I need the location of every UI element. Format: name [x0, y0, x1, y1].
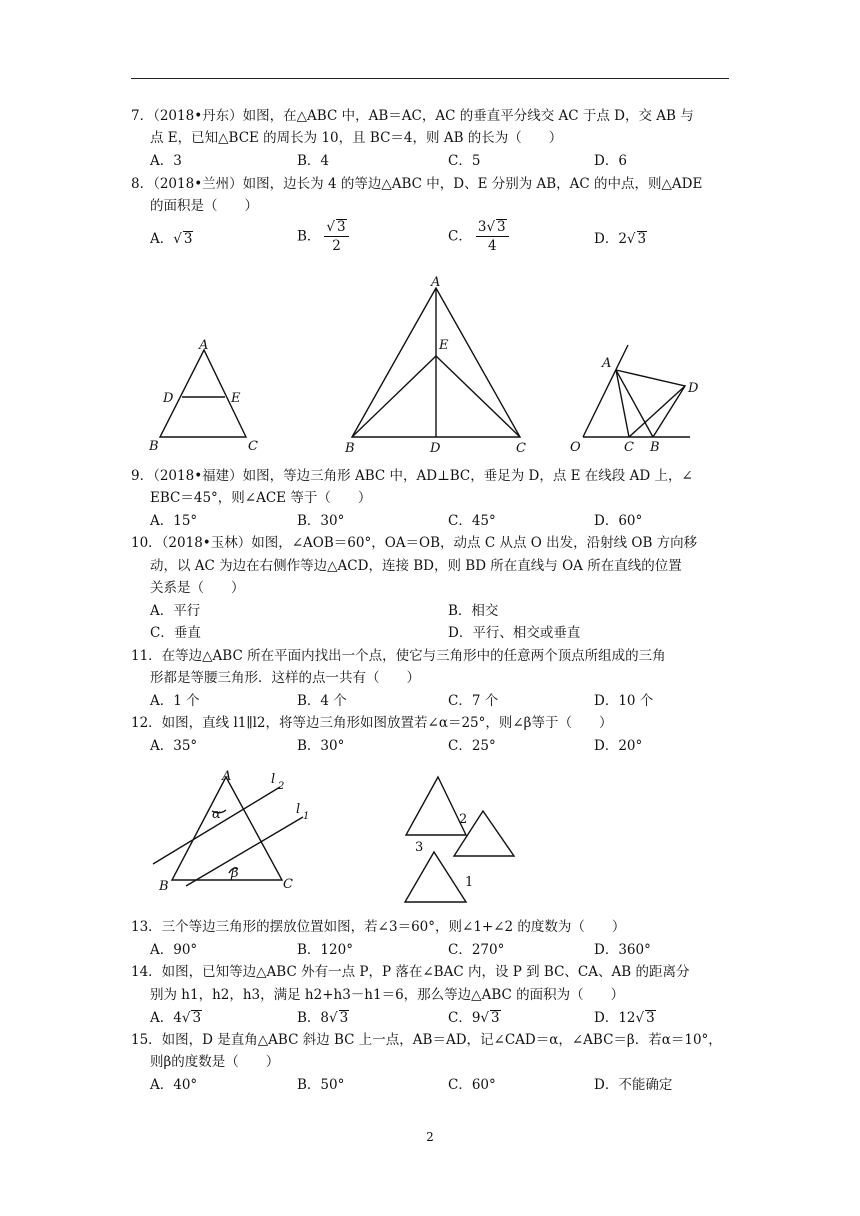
q14-line1: 14．如图，已知等边△ABC 外有一点 P，P 落在∠BAC 内，设 P 到 BC、CA、AB 的距离分 [131, 964, 690, 980]
q12-line1: 12．如图，直线 l1∥l2，将等边三角形如图放置若∠α＝25°，则∠β等于（ ） [131, 715, 613, 731]
label-b-ray: B [650, 440, 660, 455]
label-beta: β [231, 866, 239, 881]
label-d-ray: D [688, 381, 699, 396]
page-number: 2 [426, 1130, 434, 1144]
label-o-ray: O [570, 440, 581, 455]
q8-line2: 的面积是（ ） [150, 198, 258, 214]
q8-option-c-prefix: C． [448, 228, 472, 245]
q15-option-d: D．不能确定 [594, 1077, 673, 1093]
q14-line2: 别为 h1，h2，h3，满足 h2+h3－h1＝6，那么等边△ABC 的面积为（ ） [150, 987, 625, 1003]
q8-option-a-radicand: 3 [183, 231, 193, 247]
q14-option-b-prefix: B．8 [297, 1010, 330, 1026]
label-a-big: A [431, 275, 441, 290]
q8-option-b-prefix: B． [297, 228, 321, 245]
q9-line1: 9．（2018•福建）如图，等边三角形 ABC 中，AD⊥BC，垂足为 D，点 E 在线段 AD 上，∠ [131, 468, 693, 484]
q15-option-c: C．60° [448, 1077, 496, 1093]
label-angle-1: 1 [465, 875, 474, 890]
label-a-small: A [199, 338, 209, 353]
q15-line2: 则β的度数是（ ） [150, 1054, 280, 1070]
label-c-big: C [516, 441, 526, 456]
q11-option-d: D．10 个 [594, 693, 654, 709]
q11-option-c: C．7 个 [448, 693, 499, 709]
q8-option-b-denominator: 2 [332, 238, 341, 254]
figure-parallel-lines [153, 777, 303, 886]
q7-option-c: C．5 [448, 153, 481, 169]
q8-option-c-fraction: $\frac{3√ 3}{4}$ [476, 218, 509, 255]
label-a-ray: A [602, 356, 612, 371]
figures-row-1 [0, 270, 860, 460]
q9-option-d: D．60° [594, 513, 643, 529]
label-c-ray: C [624, 440, 634, 455]
q11-line2: 形都是等腰三角形．这样的点一共有（ ） [150, 670, 420, 686]
label-e-small: E [231, 391, 241, 406]
label-angle-2: 2 [459, 812, 468, 827]
q14-option-a: A．4√ 3 [150, 1010, 202, 1026]
q8-option-a-prefix: A． [150, 231, 174, 247]
label-a-lines: A [222, 769, 232, 784]
figure-equilateral-altitude [352, 288, 520, 437]
q8-option-b [297, 218, 349, 255]
figure-rays [583, 345, 690, 437]
label-c-small: C [248, 439, 258, 454]
q8-option-d-prefix: D． [594, 231, 619, 247]
label-l1: l [296, 802, 301, 817]
q15-option-a: A．40° [150, 1077, 198, 1093]
q14-option-c-prefix: C．9 [448, 1010, 481, 1026]
q8-option-b-fraction: $\frac{√ 3}{2}$ [324, 218, 348, 255]
q7-line1: 7．（2018•丹东）如图，在△ABC 中，AB＝AC，AC 的垂直平分线交 AC 于点 D，交 AB 与 [131, 108, 694, 124]
q7-option-b: B．4 [297, 153, 330, 169]
q13-option-b: B．120° [297, 942, 353, 958]
q14-option-b-radicand: 3 [339, 1010, 349, 1026]
q14-option-c: C．9√ 3 [448, 1010, 500, 1026]
q8-line1: 8．（2018•兰州）如图，边长为 4 的等边△ABC 中，D、E 分别为 AB，AC 的中点，则△ADE [131, 176, 703, 192]
q7-line2: 点 E，已知△BCE 的周长为 10，且 BC＝4，则 AB 的长为（ ） [150, 130, 563, 146]
label-b-lines: B [159, 879, 169, 894]
label-e-big: E [439, 338, 449, 353]
q11-option-a: A．1 个 [150, 693, 200, 709]
q8-option-c-coef: 3 [477, 219, 487, 235]
figures-row-2 [0, 765, 860, 915]
q15-option-b: B．50° [297, 1077, 345, 1093]
q10-line1: 10．（2018•玉林）如图，∠AOB＝60°，OA＝OB，动点 C 从点 O 出发，沿射线 OB 方向移 [131, 535, 698, 551]
q11-line1: 11．在等边△ABC 所在平面内找出一个点，使它与三角形中的任意两个顶点所组成的三角 [131, 648, 666, 664]
label-b-big: B [345, 441, 355, 456]
q14-option-a-radicand: 3 [192, 1010, 202, 1026]
q14-option-c-radicand: 3 [491, 1010, 500, 1026]
label-l1-sub: 1 [303, 811, 310, 822]
label-c-lines: C [283, 877, 293, 892]
q9-line2: EBC＝45°，则∠ACE 等于（ ） [150, 490, 372, 506]
q7-option-a: A．3 [150, 153, 182, 169]
q8-option-d-coef: 2 [618, 231, 627, 247]
header-rule [131, 78, 729, 79]
q14-option-d-prefix: D．12 [594, 1010, 636, 1026]
q9-option-a: A．15° [150, 513, 198, 529]
q8-option-b-numerator: 3 [337, 219, 346, 235]
q8-option-a: A．√ 3 [150, 231, 193, 247]
q11-option-b: B．4 个 [297, 693, 347, 709]
q10-option-d: D．平行、相交或垂直 [448, 625, 581, 641]
label-alpha: α [212, 807, 221, 822]
q10-option-a: A．平行 [150, 603, 201, 619]
q14-option-a-prefix: A．4 [150, 1010, 182, 1026]
q8-option-c [448, 218, 509, 255]
q12-option-a: A．35° [150, 738, 198, 754]
q13-option-c: C．270° [448, 942, 505, 958]
q13-line1: 13．三个等边三角形的摆放位置如图，若∠3＝60°，则∠1+∠2 的度数为（ ） [131, 919, 626, 935]
q9-option-b: B．30° [297, 513, 345, 529]
q12-option-d: D．20° [594, 738, 643, 754]
q10-option-b: B．相交 [448, 603, 499, 619]
q14-option-d: D．12√ 3 [594, 1010, 655, 1026]
q8-option-d: D．2√ 3 [594, 231, 647, 247]
q10-option-c: C．垂直 [150, 625, 201, 641]
label-l2-sub: 2 [278, 781, 285, 792]
label-d-small: D [163, 391, 174, 406]
q8-option-c-denominator: 4 [487, 238, 497, 254]
label-b-small: B [149, 439, 159, 454]
q10-line2: 动，以 AC 为边在右侧作等边△ACD，连接 BD，则 BD 所在直线与 OA 所在直线的位置 [150, 558, 682, 574]
q7-option-d: D．6 [594, 153, 627, 169]
q14-option-d-radicand: 3 [646, 1010, 655, 1026]
q8-option-c-radicand: 3 [497, 219, 506, 235]
q10-line3: 关系是（ ） [150, 580, 245, 596]
q13-option-a: A．90° [150, 942, 198, 958]
q15-line1: 15．如图，D 是直角△ABC 斜边 BC 上一点，AB＝AD，记∠CAD＝α，∠ABC＝β．若α＝10°， [131, 1032, 722, 1048]
q12-option-c: C．25° [448, 738, 496, 754]
label-l2: l [271, 772, 276, 787]
label-angle-3: 3 [415, 840, 424, 855]
label-d-big: D [430, 441, 441, 456]
q14-option-b: B．8√ 3 [297, 1010, 349, 1026]
q12-option-b: B．30° [297, 738, 345, 754]
q9-option-c: C．45° [448, 513, 496, 529]
q8-option-d-radicand: 3 [637, 231, 647, 247]
q13-option-d: D．360° [594, 942, 651, 958]
